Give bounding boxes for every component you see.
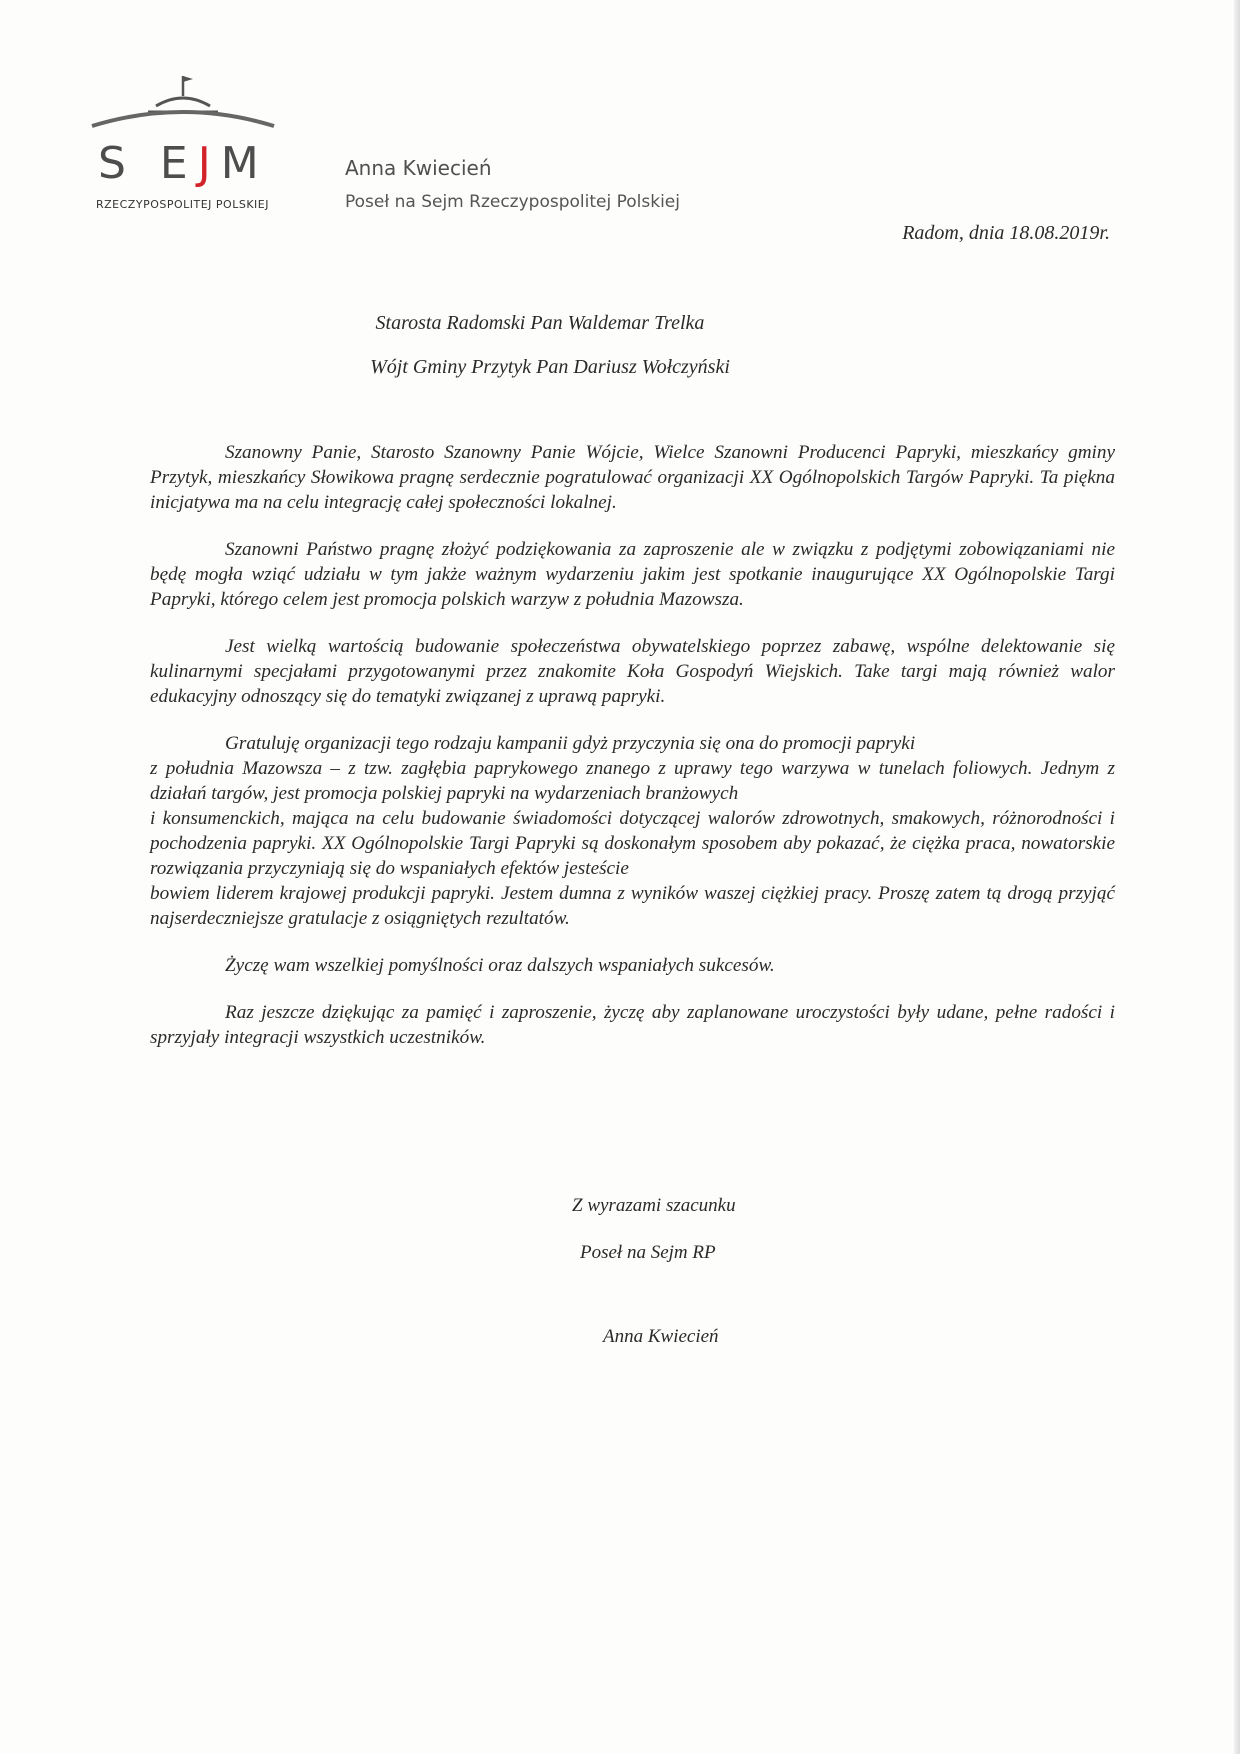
logo-subtitle: RZECZYPOSPOLITEJ POLSKIEJ bbox=[96, 198, 269, 211]
recipient-line: Starosta Radomski Pan Waldemar Trelka bbox=[375, 312, 705, 334]
closing-name: Anna Kwiecień bbox=[603, 1326, 719, 1347]
logo-wordmark: S EJM bbox=[98, 138, 269, 189]
paragraph-line: Gratuluję organizacji tego rodzaju kampanii gdyż przyczynia się ona do promocji papryki bbox=[225, 733, 916, 754]
paragraph: Szanowny Panie, Starosto Szanowny Panie Wójcie, Wielce Szanowni Producenci Papryki, mieszkańcy gminy Przytyk, mieszkańcy Słowikowa pragnę serdecznie pogratulować organizacji XX Ogólnopolskich Targów Papryki. Ta piękna inicjatywa ma na celu integrację całej społeczności lokalnej. bbox=[150, 442, 1115, 513]
sejm-logo bbox=[90, 70, 280, 210]
paragraph: Jest wielką wartością budowanie społeczeństwa obywatelskiego poprzez zabawę, wspólne delektowanie się kulinarnymi specjałami przygotowanymi przez znakomite Koła Gospodyń Wiejskich. Take targi mają również walor edukacyjny odnoszący się do tematyki związanej z uprawą papryki. bbox=[150, 636, 1115, 707]
sender-role: Poseł na Sejm Rzeczypospolitej Polskiej bbox=[345, 192, 680, 212]
paragraph-line: bowiem liderem krajowej produkcji papryki. Jestem dumna z wyników waszej ciężkiej pracy. Proszę zatem tą drogą przyjąć najserdeczniejsze gratulacje z osiągniętych rezultatów. bbox=[150, 883, 1115, 929]
closing-title: Poseł na Sejm RP bbox=[580, 1242, 716, 1263]
sejm-dome-icon bbox=[90, 70, 280, 140]
date-line: Radom, dnia 18.08.2019r. bbox=[902, 222, 1110, 244]
scan-edge-shadow bbox=[1234, 0, 1240, 1754]
paragraph: Życzę wam wszelkiej pomyślności oraz dalszych wspaniałych sukcesów. bbox=[225, 955, 775, 976]
paragraph-line: z południa Mazowsza – z tzw. zagłębia paprykowego znanego z uprawy tego warzywa w tunelach foliowych. Jednym z działań targów, jest promocja polskiej papryki na wydarzeniach branżowych bbox=[150, 758, 1115, 804]
paragraph: Szanowni Państwo pragnę złożyć podziękowania za zaproszenie ale w związku z podjętymi zobowiązaniami nie będę mogła wziąć udziału w tym jakże ważnym wydarzeniu jakim jest spotkanie inaugurujące XX Ogólnopolskie Targi Papryki, którego celem jest promocja polskich warzyw z południa Mazowsza. bbox=[150, 539, 1115, 610]
paragraph: Raz jeszcze dziękując za pamięć i zaproszenie, życzę aby zaplanowane uroczystości były udane, pełne radości i sprzyjały integracji wszystkich uczestników. bbox=[150, 1002, 1115, 1048]
paragraph-line: i konsumenckich, mająca na celu budowanie świadomości dotyczącej walorów zdrowotnych, smakowych, różnorodności i pochodzenia papryki. XX Ogólnopolskie Targi Papryki są doskonałym sposobem aby pokazać, że ciężka praca, nowatorskie rozwiązania przyczyniają się do wspaniałych efektów jesteście bbox=[150, 808, 1115, 879]
recipient-line: Wójt Gminy Przytyk Pan Dariusz Wołczyński bbox=[370, 356, 730, 378]
letter-body bbox=[150, 440, 1115, 1072]
closing-salutation: Z wyrazami szacunku bbox=[572, 1195, 736, 1216]
sender-name: Anna Kwiecień bbox=[345, 156, 492, 180]
